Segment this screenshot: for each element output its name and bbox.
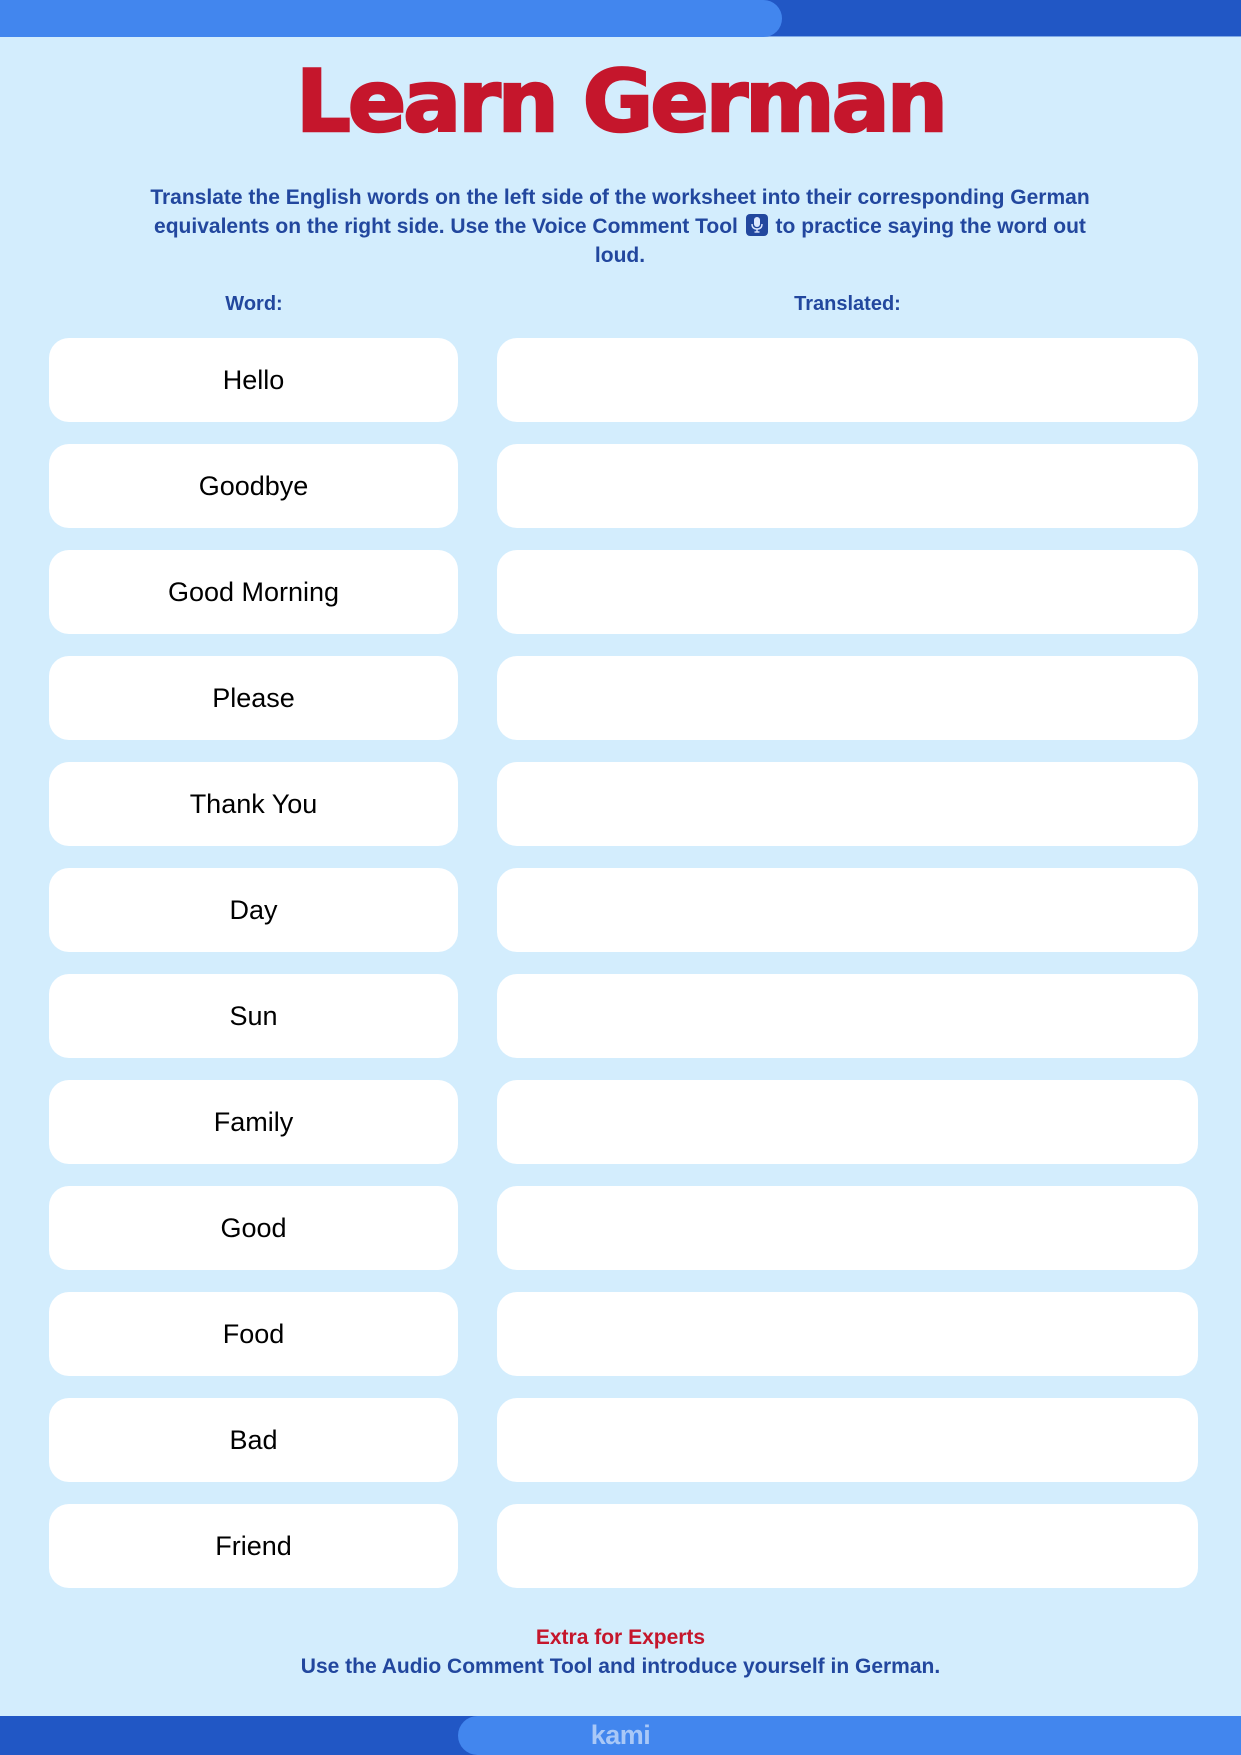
word-cell: Hello	[49, 338, 458, 422]
word-cell: Family	[49, 1080, 458, 1164]
word-cell: Goodbye	[49, 444, 458, 528]
instructions	[140, 183, 1100, 270]
instructions-text-part1: Translate the English words on the left side of the worksheet into their corresponding German equivalents on the right side. Use the Voice Comment Tool	[150, 186, 1090, 238]
top-banner	[0, 0, 1241, 37]
table-row	[49, 444, 1198, 528]
word-cell: Good Morning	[49, 550, 458, 634]
translation-input[interactable]	[497, 974, 1198, 1058]
word-cell: Thank You	[49, 762, 458, 846]
word-cell: Friend	[49, 1504, 458, 1588]
translation-input[interactable]	[497, 868, 1198, 952]
translation-input[interactable]	[497, 1186, 1198, 1270]
word-column-header: Word:	[225, 293, 283, 315]
translation-input[interactable]	[497, 1398, 1198, 1482]
translation-input[interactable]	[497, 550, 1198, 634]
table-row	[49, 1186, 1198, 1270]
word-cell: Food	[49, 1292, 458, 1376]
table-row	[49, 868, 1198, 952]
table-row	[49, 1398, 1198, 1482]
translation-input[interactable]	[497, 762, 1198, 846]
word-cell: Please	[49, 656, 458, 740]
translation-input[interactable]	[497, 338, 1198, 422]
word-cell: Sun	[49, 974, 458, 1058]
table-row	[49, 762, 1198, 846]
table-row	[49, 550, 1198, 634]
table-row	[49, 338, 1198, 422]
kami-logo: kami	[590, 1720, 651, 1750]
translation-input[interactable]	[497, 656, 1198, 740]
table-row	[49, 656, 1198, 740]
table-row	[49, 1504, 1198, 1588]
footer-banner	[0, 1716, 1241, 1755]
vocabulary-table	[49, 338, 1198, 1610]
table-row	[49, 1292, 1198, 1376]
extra-for-experts-heading: Extra for Experts	[535, 1626, 706, 1649]
translation-input[interactable]	[497, 1080, 1198, 1164]
word-cell: Good	[49, 1186, 458, 1270]
translation-input[interactable]	[497, 1504, 1198, 1588]
table-row	[49, 974, 1198, 1058]
extra-for-experts-text: Use the Audio Comment Tool and introduce yourself in German.	[300, 1655, 941, 1678]
top-banner-pill	[0, 0, 782, 37]
word-cell: Bad	[49, 1398, 458, 1482]
page-title: Learn German	[296, 52, 945, 152]
instructions-text-part2: to practice saying the word out loud.	[594, 215, 1086, 267]
translation-input[interactable]	[497, 444, 1198, 528]
translation-input[interactable]	[497, 1292, 1198, 1376]
translated-column-header: Translated:	[794, 293, 901, 315]
word-cell: Day	[49, 868, 458, 952]
table-row	[49, 1080, 1198, 1164]
microphone-icon	[746, 214, 768, 236]
